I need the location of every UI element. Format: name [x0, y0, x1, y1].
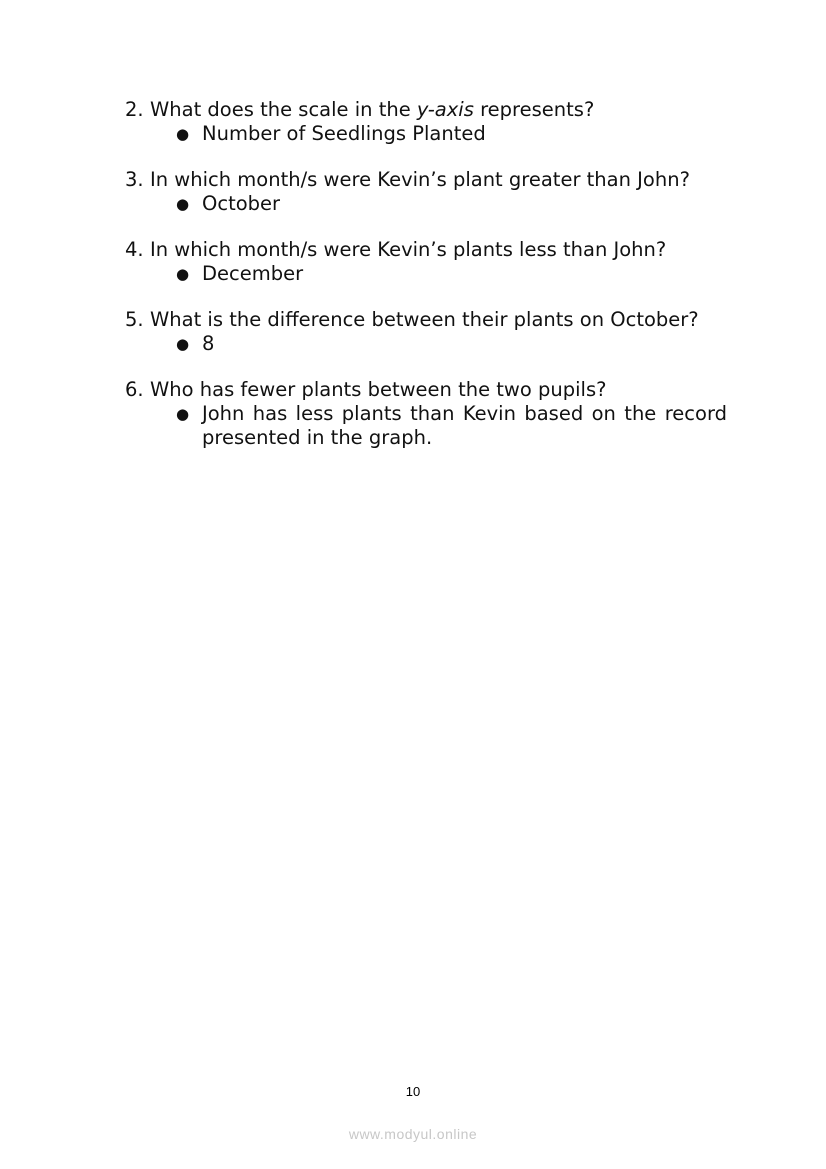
- answer-text: 8: [202, 332, 215, 355]
- answer-list: [150, 122, 727, 146]
- question-text: In which month/s were Kevin’s plant greater than John?: [150, 168, 690, 191]
- bullet-icon: ●: [176, 125, 190, 143]
- answer-text: October: [202, 192, 281, 215]
- answer-list: [150, 262, 727, 286]
- question-6: [125, 378, 727, 450]
- answer-item: [150, 262, 727, 286]
- italic-term: y-axis: [416, 98, 474, 121]
- bullet-icon: ●: [176, 265, 190, 283]
- answer-list: [150, 332, 727, 356]
- bullet-icon: ●: [176, 405, 190, 423]
- bullet-icon: ●: [176, 335, 190, 353]
- question-number: 3.: [125, 168, 144, 191]
- question-text: In which month/s were Kevin’s plants less than John?: [150, 238, 667, 261]
- answer-item: [150, 332, 727, 356]
- question-4: [125, 238, 727, 286]
- answer-item: [150, 402, 727, 450]
- answer-item: [150, 122, 727, 146]
- page-number: 10: [405, 1084, 421, 1099]
- question-number: 4.: [125, 238, 144, 261]
- question-number: 2.: [125, 98, 144, 121]
- question-5: [125, 308, 727, 356]
- question-3: [125, 168, 727, 216]
- bullet-icon: ●: [176, 195, 190, 213]
- question-list: [125, 98, 727, 472]
- answer-item: [150, 192, 727, 216]
- question-text: What does the scale in the y-axis represents?: [150, 98, 595, 121]
- answer-text: December: [202, 262, 304, 285]
- answer-text: John has less plants than Kevin based on the record presented in the graph.: [202, 402, 727, 449]
- watermark: www.modyul.online: [348, 1126, 478, 1142]
- question-text: What is the difference between their plants on October?: [150, 308, 699, 331]
- question-number: 5.: [125, 308, 144, 331]
- answer-list: [150, 192, 727, 216]
- answer-list: [150, 402, 727, 450]
- question-text: Who has fewer plants between the two pupils?: [150, 378, 607, 401]
- question-2: [125, 98, 727, 146]
- answer-text: Number of Seedlings Planted: [202, 122, 486, 145]
- question-number: 6.: [125, 378, 144, 401]
